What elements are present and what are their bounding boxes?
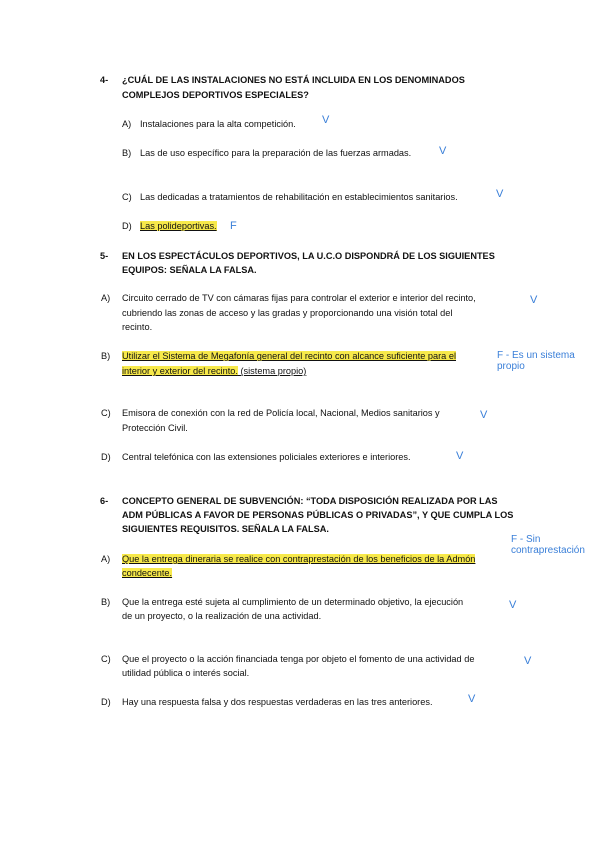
q5-option-c-line-2: Protección Civil. [122, 423, 188, 433]
question-5-line-2: EQUIPOS: SEÑALA LA FALSA. [122, 265, 257, 275]
q5-option-a-letter: A) [101, 293, 111, 303]
q6-option-b-line-1: Que la entrega esté sujeta al cumplimiento de un determinado objetivo, la ejecución [122, 597, 464, 607]
q4-option-c-letter: C) [122, 192, 132, 202]
question-6-line-3: SIGUIENTES REQUISITOS. SEÑALA LA FALSA. [122, 524, 329, 534]
question-4-line-2: COMPLEJOS DEPORTIVOS ESPECIALES? [122, 90, 309, 100]
question-6-line-1: CONCEPTO GENERAL DE SUBVENCIÓN: “TODA DISPOSICIÓN REALIZADA POR LAS [122, 496, 498, 506]
question-5-number: 5- [100, 251, 109, 261]
q5-option-a-line-3: recinto. [122, 322, 153, 332]
q6-option-c-letter: C) [101, 654, 111, 664]
q5-option-a-line-1: Circuito cerrado de TV con cámaras fijas para controlar el exterior e interior del recinto, [122, 293, 476, 303]
q5-option-c-mark: V [480, 409, 488, 421]
q4-option-a-mark: V [322, 114, 330, 126]
q6-option-d-letter: D) [101, 697, 111, 707]
q6-option-b-letter: B) [101, 597, 111, 607]
q4-option-b-text: Las de uso específico para la preparación de las fuerzas armadas. [140, 148, 412, 158]
q6-option-a-line-2: condecente. [122, 568, 173, 578]
q6-option-c-mark: V [524, 655, 532, 667]
q4-option-c-mark: V [496, 188, 504, 200]
q4-option-c-text: Las dedicadas a tratamientos de rehabilitación en establecimientos sanitarios. [140, 192, 458, 202]
q6-option-c-line-1: Que el proyecto o la acción financiada tenga por objeto el fomento de una actividad de [122, 654, 475, 664]
q6-option-b-line-2: de un proyecto, o la realización de una actividad. [122, 611, 322, 621]
question-4-line-1: ¿CUÁL DE LAS INSTALACIONES NO ESTÁ INCLUIDA EN LOS DENOMINADOS [122, 75, 465, 85]
question-6-line-2: ADM PÚBLICAS A FAVOR DE PERSONAS PÚBLICAS O PRIVADAS”, Y QUE CUMPLA LOS [122, 510, 514, 520]
q4-option-d-letter: D) [122, 221, 132, 231]
q4-option-d-mark: F [230, 220, 237, 232]
q4-option-b-letter: B) [122, 148, 132, 158]
question-6-number: 6- [100, 496, 109, 506]
q6-option-a-letter: A) [101, 554, 111, 564]
q5-option-b-letter: B) [101, 351, 111, 361]
q4-option-a-text: Instalaciones para la alta competición. [140, 119, 296, 129]
q5-option-b-line-1: Utilizar el Sistema de Megafonía general del recinto con alcance suficiente para el [122, 351, 456, 361]
q5-option-a-mark: V [530, 294, 538, 306]
q6-option-d-mark: V [468, 693, 476, 705]
q6-option-b-mark: V [509, 599, 517, 611]
q5-option-c-letter: C) [101, 408, 111, 418]
q4-option-a-letter: A) [122, 119, 132, 129]
question-4-number: 4- [100, 75, 109, 85]
q6-option-a-note: F - Sin contraprestación [511, 534, 585, 556]
q5-option-b-note: F - Es un sistema propio [497, 350, 575, 372]
q5-option-d-mark: V [456, 450, 464, 462]
q5-option-d-line-1: Central telefónica con las extensiones policiales exteriores e interiores. [122, 452, 411, 462]
q5-option-d-letter: D) [101, 452, 111, 462]
q5-option-a-line-2: cubriendo las zonas de acceso y las gradas y proporcionando una visión total del [122, 308, 453, 318]
q6-option-a-line-1: Que la entrega dineraria se realice con contraprestación de los beneficios de la Admón [122, 554, 476, 564]
q4-option-b-mark: V [439, 145, 447, 157]
q6-option-c-line-2: utilidad pública o interés social. [122, 668, 250, 678]
q4-option-d-text: Las polideportivas. [140, 221, 217, 231]
q6-option-d-line-1: Hay una respuesta falsa y dos respuestas verdaderas en las tres anteriores. [122, 697, 433, 707]
question-5-line-1: EN LOS ESPECTÁCULOS DEPORTIVOS, LA U.C.O DISPONDRÁ DE LOS SIGUIENTES [122, 251, 495, 261]
q5-option-c-line-1: Emisora de conexión con la red de Policía local, Nacional, Medios sanitarios y [122, 408, 440, 418]
q5-option-b-line-2: interior y exterior del recinto. (sistema propio) [122, 366, 307, 376]
